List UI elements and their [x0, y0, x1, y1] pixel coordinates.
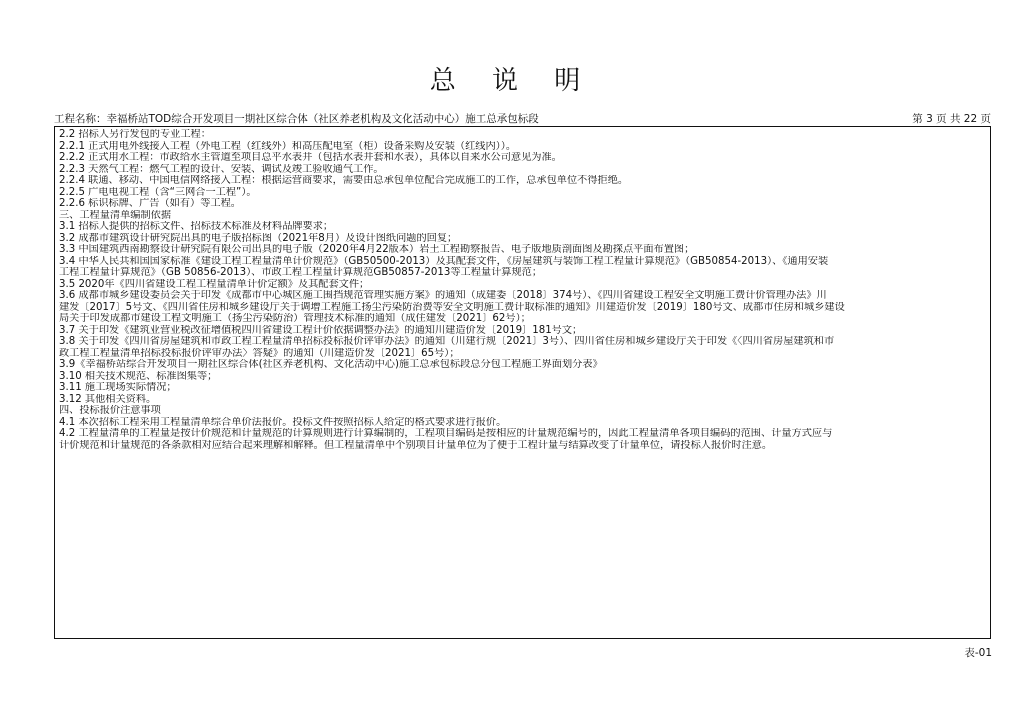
- content-line: 2.2 招标人另行发包的专业工程：: [59, 129, 211, 140]
- content-line: 2.2.3 天然气工程：燃气工程的设计、安装、调试及竣工验收通气工作。: [59, 163, 384, 175]
- content-line: 3.11 施工现场实际情况；: [59, 382, 177, 393]
- project-name: 工程名称：幸福桥站TOD综合开发项目一期社区综合体（社区养老机构及文化活动中心）施工总承包标段: [54, 113, 539, 125]
- content-line: 3.2 成都市建筑设计研究院出具的电子版招标图（2021年8月）及设计图纸问题的回复；: [59, 232, 458, 244]
- content-line: 2.2.1 正式用电外线接入工程（外电工程（红线外）和高压配电室（柜）设备采购及安装（红线内））。: [59, 140, 517, 152]
- content-line: 3.8 关于印发《四川省房屋建筑和市政工程工程量清单招标投标报价评审办法》的通知（川建行规〔2021〕3号）、四川省住房和城乡建设厅关于印发《〈四川省房屋建筑和市: [59, 336, 835, 347]
- content-line: 建发〔2017〕5号文、《四川省住房和城乡建设厅关于调增工程施工扬尘污染防治费等安全文明施工费计取标准的通知》川建造价发〔2019〕180号文、成都市住房和城乡建设: [59, 301, 845, 313]
- content-line: 政工程工程量清单招标投标报价评审办法〉答疑》的通知（川建造价发〔2021〕65号）；: [59, 347, 460, 359]
- content-line: 2.2.2 正式用水工程：市政给水主管道至项目总平水表井（包括水表井套和水表），具体以自来水公司意见为准。: [59, 152, 562, 163]
- content-line: 3.7 关于印发《建筑业营业税改征增值税四川省建设工程计价依据调整办法》的通知川建造价发〔2019〕181号文；: [59, 324, 583, 336]
- content-lines: [59, 129, 989, 451]
- content-line: 3.4 中华人民共和国国家标准《建设工程工程量清单计价规范》（GB50500-2013）及其配套文件，《房屋建筑与装饰工程工程量计算规范》（GB50854-2013）、《通用安装: [59, 255, 829, 267]
- content-line: 工程工程量计算规范》（GB 50856-2013）、市政工程工程量计算规范GB50857-2013等工程量计算规范；: [59, 267, 543, 278]
- section-heading: 四、投标报价注意事项: [59, 405, 161, 416]
- content-line: 3.1 招标人提供的招标文件、招标技术标准及材料品牌要求；: [59, 221, 334, 232]
- page-info: 第 3 页 共 22 页: [912, 113, 991, 125]
- content-line: 4.2 工程量清单的工程量是按计价规范和计量规范的计算规则进行计算编制的，工程项目编码是按相应的计量规范编号的，因此工程量清单各项目编码的范围、计量方式应与: [59, 428, 833, 439]
- content-line: 3.10 相关技术规范、标准图集等；: [59, 370, 218, 382]
- content-line: 3.5 2020年《四川省建设工程工程量清单计价定额》及其配套文件；: [59, 278, 370, 290]
- document-header: [54, 111, 993, 127]
- content-line: 2.2.5 广电电视工程（含“三网合一工程”）。: [59, 186, 257, 198]
- content-line: 2.2.4 联通、移动、中国电信网络接入工程：根据运营商要求，需要由总承包单位配合完成施工的工作，总承包单位不得拒绝。: [59, 175, 629, 186]
- content-line: 3.3 中国建筑西南勘察设计研究院有限公司出具的电子版（2020年4月22版本）岩土工程勘察报告、电子版地质剖面图及勘探点平面布置图；: [59, 244, 695, 255]
- content-line: 3.9《幸福桥站综合开发项目一期社区综合体(社区养老机构、文化活动中心)施工总承包标段总分包工程施工界面划分表》: [59, 359, 603, 370]
- content-line: 4.1 本次招标工程采用工程量清单综合单价法报价。投标文件按照招标人给定的格式要求进行报价。: [59, 416, 507, 428]
- content-box: [54, 126, 991, 639]
- document-title: 总 说 明: [429, 66, 595, 96]
- content-line: 3.6 成都市城乡建设委员会关于印发《成都市中心城区施工围挡规范管理实施方案》的通知（成建委〔2018〕374号）、《四川省建设工程安全文明施工费计价管理办法》川: [59, 290, 827, 301]
- content-line: 局关于印发成都市建设工程文明施工（扬尘污染防治）管理技术标准的通知（成住建发〔2021〕62号）；: [59, 313, 531, 324]
- content-line: 3.12 其他相关资料。: [59, 393, 157, 405]
- content-line: 计价规范和计量规范的各条款相对应结合起来理解和解释。但工程量清单中个别项目计量单位为了便于工程计量与结算改变了计量单位，请投标人报价时注意。: [59, 439, 773, 451]
- content-line: 2.2.6 标识标牌、广告（如有）等工程。: [59, 198, 241, 209]
- form-code: 表-01: [964, 647, 992, 659]
- section-heading: 三、工程量清单编制依据: [59, 209, 172, 221]
